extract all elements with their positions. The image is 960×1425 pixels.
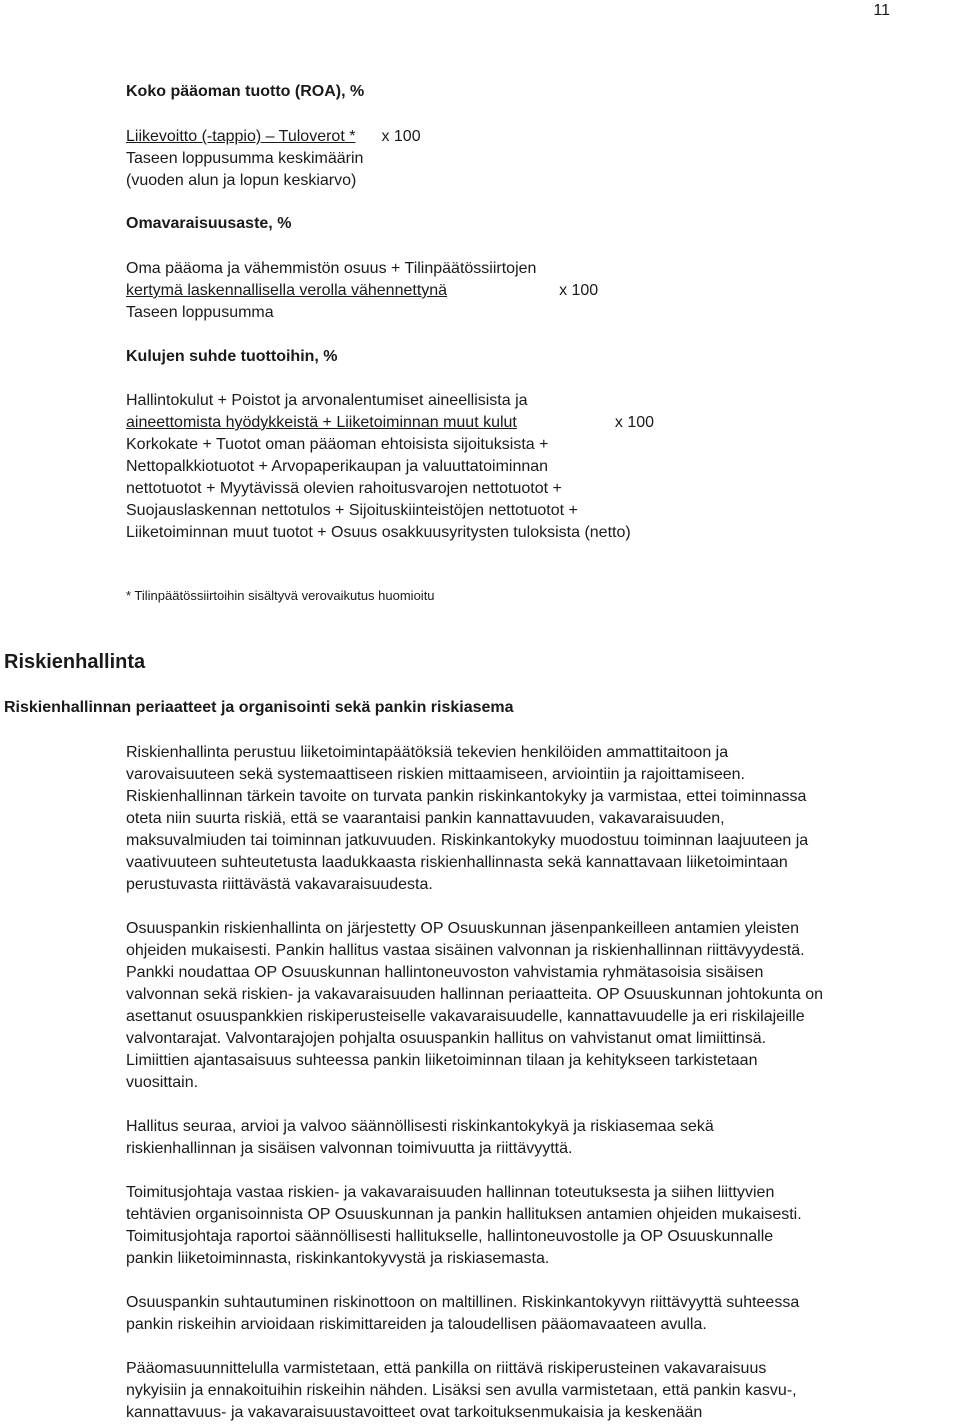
cost-income-denominator-3: nettotuotot + Myytävissä olevien rahoitusvarojen nettotuotot + [126,480,562,497]
paragraph-line: Riskienhallinnan tärkein tavoite on turvata pankin riskinkantokyky ja varmistaa, ettei toiminnassa [126,788,807,805]
paragraph-line: Hallitus seuraa, arvioi ja valvoo säännöllisesti riskinkantokykyä ja riskiasemaa sekä [126,1118,714,1135]
page-number: 11 [873,2,890,19]
cost-income-formula-title: Kulujen suhde tuottoihin, % [126,348,338,365]
cost-income-denominator-5: Liiketoiminnan muut tuotot + Osuus osakkuusyritysten tuloksista (netto) [126,524,631,541]
paragraph-line: kannattavuus- ja vakavaraisuustavoitteet ovat tarkoituksenmukaisia ja keskenään [126,1404,703,1421]
cost-income-denominator-2: Nettopalkkiotuotot + Arvopaperikaupan ja valuuttatoiminnan [126,458,549,475]
cost-income-denominator-1: Korkokate + Tuotot oman pääoman ehtoisista sijoituksista + [126,436,549,453]
paragraph-line: Osuuspankin suhtautuminen riskinottoon on maltillinen. Riskinkantokyvyn riittävyyttä suhteessa [126,1294,800,1311]
paragraph-line: Pääomasuunnittelulla varmistetaan, että pankilla on riittävä riskiperusteinen vakavaraisuus [126,1360,767,1377]
paragraph-line: ohjeiden mukaisesti. Pankin hallitus vastaa sisäinen valvonnan ja riskienhallinnan riittävyydestä. [126,942,805,959]
tax-effect-footnote: * Tilinpäätössiirtoihin sisältyvä verovaikutus huomioitu [126,588,435,603]
paragraph-line: Limiittien ajantasaisuus suhteessa pankin liiketoiminnan tilaan ja kehitykseen tarkistetaan [126,1052,758,1069]
roa-formula-denominator-1: Taseen loppusumma keskimäärin [126,150,364,167]
paragraph-line: valvontarajat. Valvontarajojen pohjalta osuuspankin hallitus on vahvistanut omat limiittinsä. [126,1030,767,1047]
paragraph-line: nykyisiin ja ennakoituihin riskeihin nähden. Lisäksi sen avulla varmistetaan, että pankin kasvu-, [126,1382,797,1399]
solvency-formula-denominator: Taseen loppusumma [126,304,274,321]
paragraph-line: varovaisuuteen sekä systemaattiseen riskien mittaamiseen, arviointiin ja rajoittamiseen. [126,766,745,783]
paragraph-line: riskienhallinnan ja sisäisen valvonnan toimivuutta ja riittävyyttä. [126,1140,573,1157]
paragraph-line: tehtävien organisoinnista OP Osuuskunnan ja pankin hallituksen antamien ohjeiden mukaisesti. [126,1206,802,1223]
roa-numerator-text: Liikevoitto (-tappio) – Tuloverot * [126,128,356,145]
paragraph-line: valvonnan sekä riskien- ja vakavaraisuuden hallinnan periaatteita. OP Osuuskunnan johtokunta on [126,986,824,1003]
cost-income-multiplier: x 100 [614,414,655,431]
paragraph-line: maksuvalmiuden tai toiminnan jatkuvuuden. Riskinkantokyky muodostuu toiminnan laajuuteen ja [126,832,809,849]
paragraph-line: perustuvasta riittävästä vakavaraisuudesta. [126,876,433,893]
roa-formula-title: Koko pääoman tuotto (ROA), % [126,83,365,100]
solvency-formula-title: Omavaraisuusaste, % [126,215,292,232]
paragraph-line: pankin riskeihin arvioidaan riskimittareiden ja taloudellisen pääomavaateen avulla. [126,1316,707,1333]
roa-formula-denominator-2: (vuoden alun ja lopun keskiarvo) [126,172,357,189]
section-subheading: Riskienhallinnan periaatteet ja organisointi sekä pankin riskiasema [4,699,514,716]
cost-income-numerator-underlined: aineettomista hyödykkeistä + Liiketoiminnan muut kulut [126,414,517,431]
cost-income-numerator-2 [126,412,654,434]
paragraph-line: pankin liiketoiminnasta, riskinkantokyvystä ja riskiasemasta. [126,1250,550,1267]
paragraph-line: vaativuuteen suhteutetusta laadukkaasta riskienhallinnasta sekä kannattavaan liiketoimintaan [126,854,788,871]
paragraph-line: Toimitusjohtaja vastaa riskien- ja vakavaraisuuden hallinnan toteutuksesta ja siihen liittyvien [126,1184,775,1201]
solvency-formula-numerator-1: Oma pääoma ja vähemmistön osuus + Tilinpäätössiirtojen [126,260,537,277]
solvency-formula-numerator-2 [126,280,598,302]
cost-income-numerator-1: Hallintokulut + Poistot ja arvonalentumiset aineellisista ja [126,392,528,409]
paragraph-line: vuosittain. [126,1074,199,1091]
paragraph-line: Pankki noudattaa OP Osuuskunnan hallintoneuvoston vahvistamia ryhmätasoisia sisäisen [126,964,764,981]
paragraph-line: oteta niin suurta riskiä, että se vaarantaisi pankin kannattavuuden, vakavaraisuuden, [126,810,725,827]
paragraph-line: Osuuspankin riskienhallinta on järjestetty OP Osuuskunnan jäsenpankeilleen antamien yleisten [126,920,799,937]
paragraph-line: asettanut osuuspankkien riskiperusteiselle vakavaraisuudelle, kannattavuudelle ja eri riskilajeille [126,1008,805,1025]
cost-income-denominator-4: Suojauslaskennan nettotulos + Sijoituskiinteistöjen nettotuotot + [126,502,578,519]
section-heading: Riskienhallinta [4,651,146,673]
paragraph-line: Riskienhallinta perustuu liiketoimintapäätöksiä tekevien henkilöiden ammattitaitoon ja [126,744,729,761]
roa-multiplier: x 100 [381,128,421,145]
paragraph-line: Toimitusjohtaja raportoi säännöllisesti hallitukselle, hallintoneuvostolle ja OP Osuuskunnalle [126,1228,774,1245]
solvency-numerator-underlined: kertymä laskennallisella verolla vähennettynä [126,282,448,299]
solvency-multiplier: x 100 [559,282,599,299]
roa-formula-numerator [126,126,421,148]
